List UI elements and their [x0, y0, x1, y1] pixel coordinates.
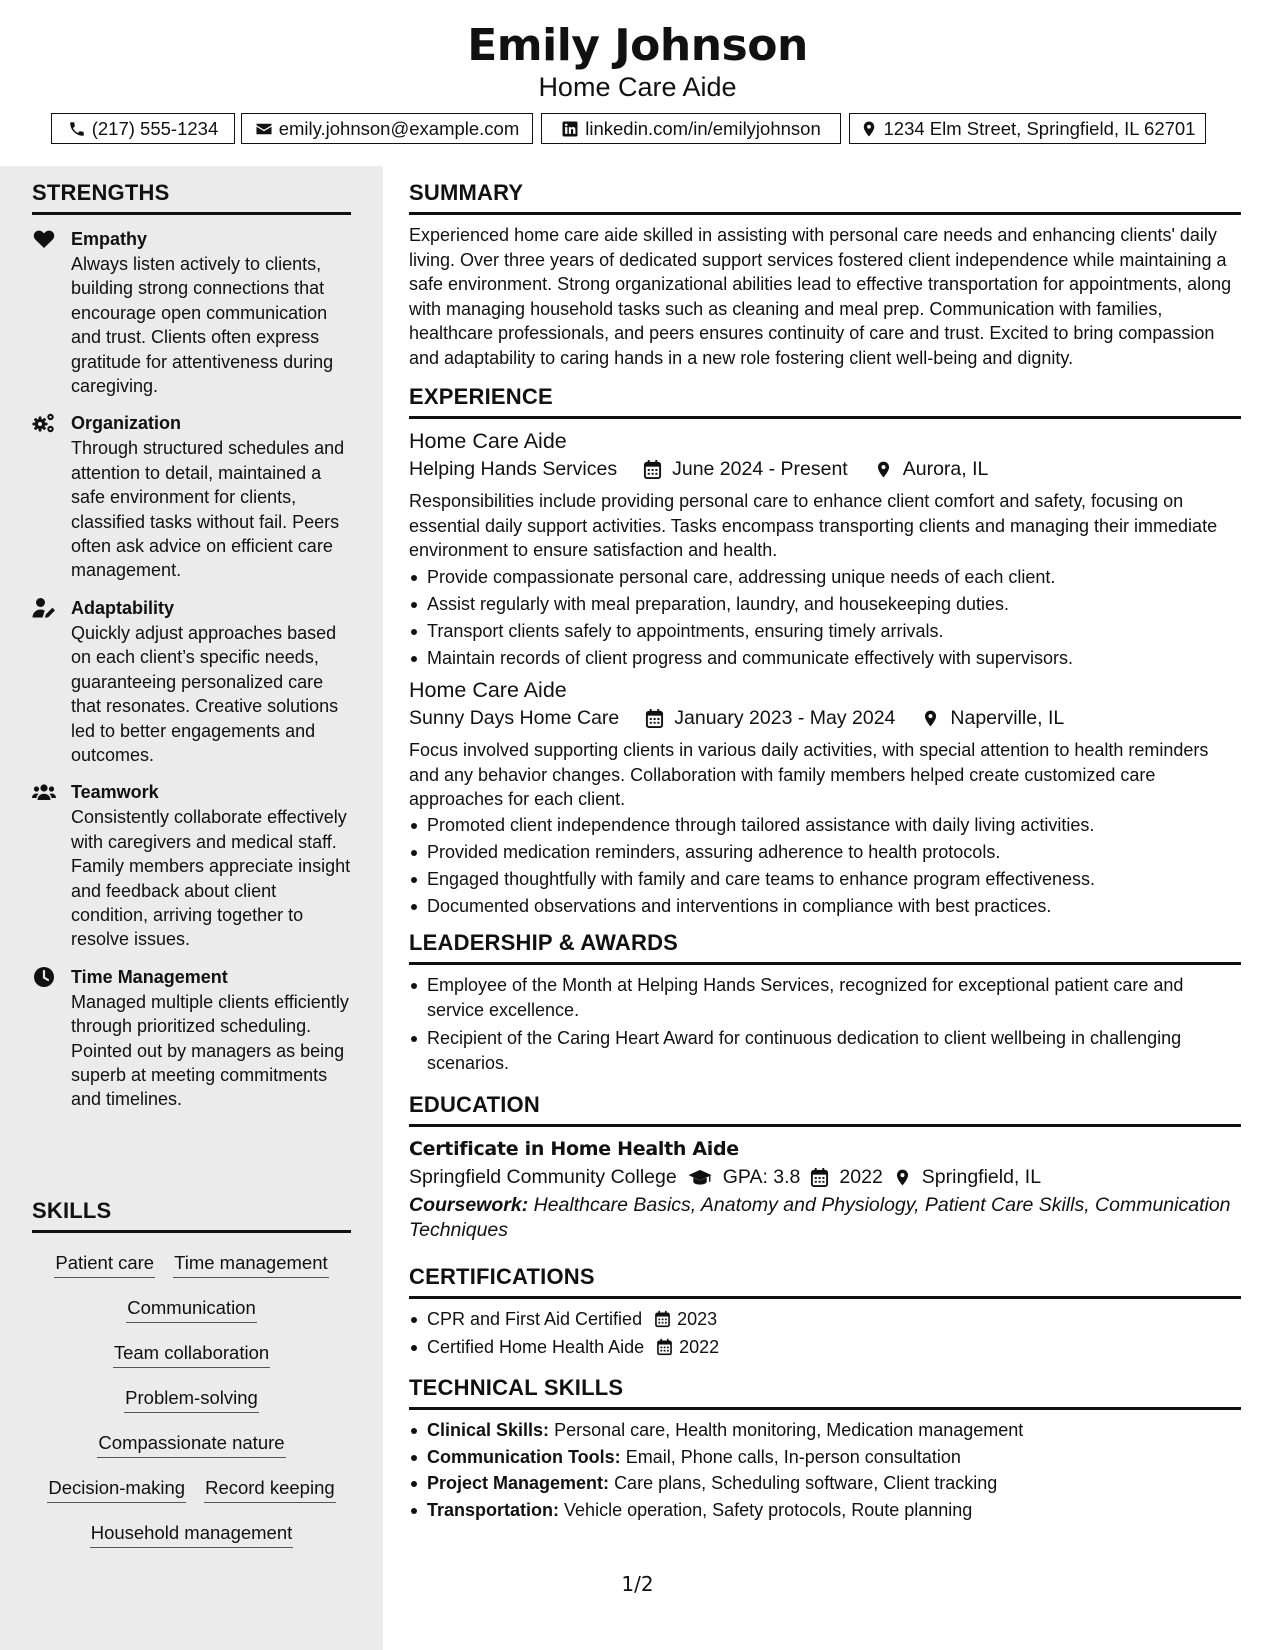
strength-desc: Through structured schedules and attention to detail, maintained a safe environment for clients, classified tasks without fail. Peers often ask advice on efficient care management. [71, 438, 345, 581]
technical-skill-item [409, 1445, 1241, 1470]
strength-title: Adaptability [71, 597, 175, 618]
contact-address [849, 113, 1206, 144]
technical-skill-item [409, 1471, 1241, 1496]
strength-desc: Quickly adjust approaches based on each client’s specific needs, guaranteeing personalized care that resonates. Creative solutions led to better engagements and outcomes. [71, 622, 339, 765]
map-marker-icon [893, 1167, 912, 1188]
cert-name: Certified Home Health Aide [427, 1336, 645, 1357]
job-bullet: Provide compassionate personal care, addressing unique needs of each client. [409, 565, 1241, 590]
coursework [409, 1193, 1241, 1242]
coursework-text: Healthcare Basics, Anatomy and Physiology, Patient Care Skills, Communication Techniques [409, 1194, 1231, 1241]
envelope-icon [255, 120, 273, 138]
candidate-role: Home Care Aide [538, 72, 737, 102]
cert-item [409, 1307, 1241, 1332]
main-column [409, 180, 1241, 1522]
summary-title: SUMMARY [409, 180, 1241, 215]
job-entry [409, 427, 1241, 670]
strengths-title: STRENGTHS [32, 180, 351, 215]
summary-text: Experienced home care aide skilled in assisting with personal care needs and enhancing clients' daily living. Over three years of dedicated support services fostered client independence while maintaining a safe environment. Strong organizational abilities lead to effective transportation for appointments, along with managing household tasks such as cleaning and meal prep. Communication with families, healthcare professionals, and peers ensures continuity of care and trust. Excited to bring compassion and adaptability to caring hands in a new role fostering client well-being and dignity. [409, 225, 1232, 368]
contact-email[interactable] [241, 113, 533, 144]
skill-row [32, 1521, 351, 1566]
calendar-icon [645, 708, 664, 729]
gears-icon [32, 412, 56, 434]
education-title: EDUCATION [409, 1092, 1241, 1127]
job-bullet: Engaged thoughtfully with family and care teams to enhance program effectiveness. [409, 867, 1241, 892]
technical-skills-title: TECHNICAL SKILLS [409, 1375, 1241, 1410]
skill-tag: Team collaboration [113, 1341, 270, 1368]
skill-tag: Record keeping [204, 1476, 336, 1503]
map-marker-icon [921, 708, 940, 729]
degree-title: Certificate in Home Health Aide [409, 1138, 739, 1160]
strength-item [32, 411, 351, 582]
job-title: Home Care Aide [409, 678, 567, 702]
job-bullet: Promoted client independence through tailored assistance with daily living activities. [409, 813, 1241, 838]
skill-tag: Compassionate nature [97, 1431, 285, 1458]
job-meta [409, 455, 1241, 483]
experience-title: EXPERIENCE [409, 384, 1241, 419]
job-title: Home Care Aide [409, 429, 567, 453]
job-location: Aurora, IL [902, 458, 989, 480]
technical-skill-label: Communication Tools: [427, 1446, 621, 1467]
strength-item [32, 596, 351, 767]
cert-item [409, 1335, 1241, 1360]
contact-bar [0, 113, 1275, 145]
job-dates: June 2024 - Present [672, 458, 848, 480]
skill-row [32, 1296, 351, 1341]
calendar-icon [810, 1167, 829, 1188]
technical-skills-list [409, 1418, 1241, 1522]
phone-icon [68, 120, 86, 138]
users-icon [32, 781, 56, 803]
job-bullets [409, 565, 1241, 671]
technical-skill-label: Transportation: [427, 1499, 560, 1520]
skill-row [32, 1386, 351, 1431]
skills-section [32, 1198, 351, 1566]
job-entry [409, 676, 1241, 918]
technical-skill-value: Personal care, Health monitoring, Medication management [554, 1420, 1024, 1440]
award-item: Recipient of the Caring Heart Award for continuous dedication to client wellbeing in challenging scenarios. [409, 1026, 1241, 1075]
school-name: Springfield Community College [409, 1166, 677, 1188]
technical-skill-value: Care plans, Scheduling software, Client tracking [614, 1473, 998, 1493]
strength-item [32, 780, 351, 951]
linkedin-icon [561, 120, 579, 138]
skill-row [32, 1476, 351, 1521]
strengths-section [32, 180, 351, 1112]
award-item: Employee of the Month at Helping Hands Services, recognized for exceptional patient care and service excellence. [409, 973, 1241, 1022]
summary-section [409, 180, 1241, 370]
skill-tag: Time management [173, 1251, 329, 1278]
skill-tag: Household management [90, 1521, 294, 1548]
education-meta [409, 1163, 1241, 1191]
job-description: Responsibilities include providing personal care to enhance client comfort and safety, focusing on essential daily support activities. Tasks encompass transporting clients and managing their immediate environment to ensure satisfaction and health. [409, 491, 1218, 560]
skill-row [32, 1431, 351, 1476]
contact-linkedin[interactable] [541, 113, 841, 144]
graduation-year: 2022 [839, 1166, 883, 1188]
strength-desc: Consistently collaborate effectively with caregivers and medical staff. Family members appreciate insight and feedback about client condition, arriving together to resolve issues. [71, 807, 351, 950]
technical-skills-section [409, 1375, 1241, 1522]
strength-item [32, 965, 351, 1112]
email-text: emily.johnson@example.com [278, 117, 520, 139]
technical-skill-item [409, 1498, 1241, 1523]
coursework-label: Coursework: [409, 1194, 529, 1216]
strength-title: Empathy [71, 229, 148, 249]
map-marker-icon [874, 459, 893, 480]
cert-list [409, 1307, 1241, 1359]
strength-title: Teamwork [71, 782, 159, 803]
cert-year: 2023 [677, 1309, 718, 1329]
gpa: GPA: 3.8 [722, 1166, 801, 1188]
graduation-cap-icon [687, 1167, 713, 1188]
skill-tag: Patient care [54, 1251, 155, 1278]
certifications-title: CERTIFICATIONS [409, 1264, 1241, 1299]
strength-title: Organization [71, 413, 182, 434]
certifications-section [409, 1264, 1241, 1359]
strength-desc: Managed multiple clients efficiently through prioritized scheduling. Pointed out by managers as being superb at meeting commitments and timelines. [71, 991, 349, 1110]
map-marker-icon [860, 120, 878, 138]
cert-name: CPR and First Aid Certified [427, 1309, 643, 1329]
phone-text: (217) 555-1234 [91, 117, 219, 139]
skill-tag: Problem-solving [124, 1386, 259, 1413]
leadership-title: LEADERSHIP & AWARDS [409, 930, 1241, 965]
job-meta [409, 704, 1241, 732]
job-company: Helping Hands Services [409, 458, 618, 480]
job-company: Sunny Days Home Care [409, 707, 620, 729]
strength-item [32, 227, 351, 398]
heart-icon [32, 228, 56, 250]
contact-phone[interactable] [51, 113, 235, 144]
job-bullet: Assist regularly with meal preparation, laundry, and housekeeping duties. [409, 592, 1241, 617]
technical-skill-label: Clinical Skills: [427, 1420, 550, 1440]
candidate-name: Emily Johnson [467, 20, 808, 71]
technical-skill-value: Email, Phone calls, In-person consultation [625, 1446, 961, 1467]
technical-skill-label: Project Management: [427, 1473, 610, 1493]
strength-title: Time Management [71, 966, 228, 987]
calendar-icon [656, 1338, 673, 1356]
skill-row [32, 1341, 351, 1386]
skill-row [32, 1251, 351, 1296]
job-dates: January 2023 - May 2024 [674, 707, 896, 729]
skills-list [32, 1251, 351, 1566]
skill-tag: Decision-making [47, 1476, 186, 1503]
technical-skill-value: Vehicle operation, Safety protocols, Route planning [564, 1499, 973, 1520]
skills-title: SKILLS [32, 1198, 351, 1233]
page-indicator: 1/2 [621, 1572, 654, 1596]
job-bullet: Maintain records of client progress and communicate effectively with supervisors. [409, 646, 1241, 671]
user-edit-icon [32, 597, 56, 619]
calendar-icon [654, 1310, 671, 1328]
job-description: Focus involved supporting clients in various daily activities, with special attention to health reminders and any behavior changes. Collaboration with family members helped create customized care approaches for each client. [409, 740, 1209, 809]
education-section [409, 1092, 1241, 1242]
job-bullets [409, 813, 1241, 919]
job-location: Naperville, IL [950, 707, 1065, 729]
clock-icon [32, 966, 56, 988]
job-bullet: Transport clients safely to appointments, ensuring timely arrivals. [409, 619, 1241, 644]
job-bullet: Provided medication reminders, assuring adherence to health protocols. [409, 840, 1241, 865]
skill-tag: Communication [126, 1296, 257, 1323]
linkedin-text: linkedin.com/in/emilyjohnson [585, 117, 821, 139]
leadership-section [409, 930, 1241, 1075]
cert-year: 2022 [679, 1336, 720, 1357]
school-location: Springfield, IL [921, 1166, 1042, 1188]
technical-skill-item [409, 1418, 1241, 1443]
address-text: 1234 Elm Street, Springfield, IL 62701 [883, 117, 1196, 139]
strength-desc: Always listen actively to clients, building strong connections that encourage open communication and trust. Clients often express gratitude for attentiveness during caregiving. [71, 254, 334, 397]
calendar-icon [643, 459, 662, 480]
award-list [409, 973, 1241, 1075]
job-bullet: Documented observations and interventions in compliance with best practices. [409, 894, 1241, 919]
experience-section [409, 384, 1241, 918]
